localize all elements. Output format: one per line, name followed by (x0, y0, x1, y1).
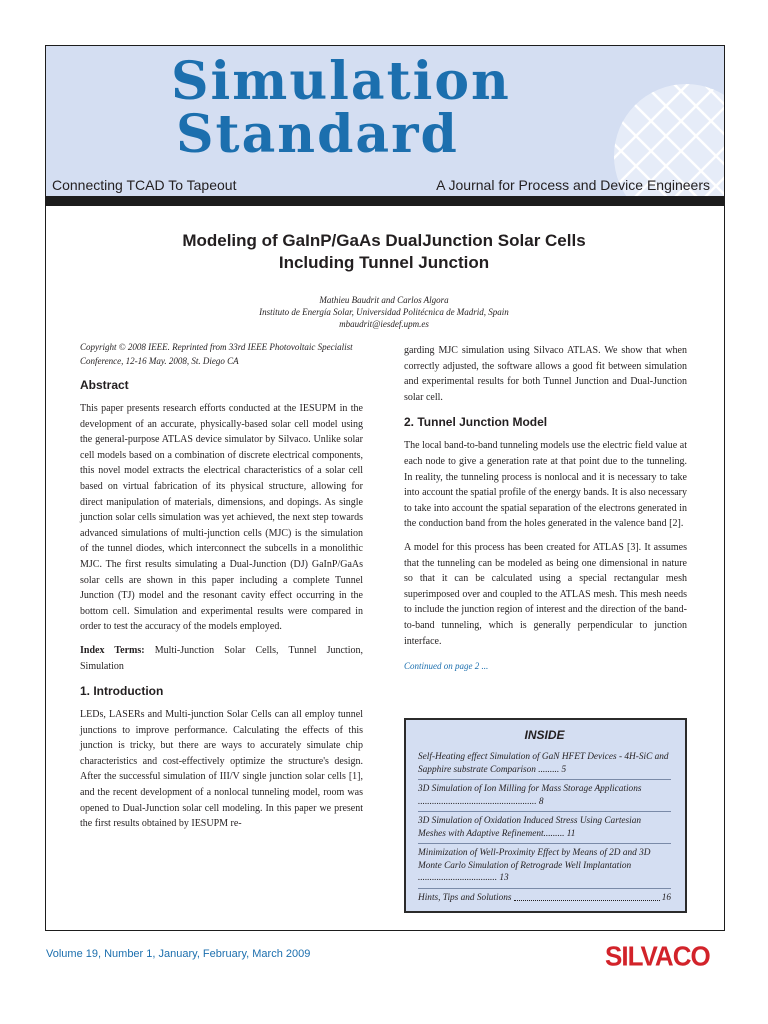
abstract-heading: Abstract (80, 378, 129, 392)
toc-leader-dots (514, 900, 660, 901)
right-column (404, 343, 687, 675)
footer-volume: Volume 19, Number 1, January, February, March 2009 (46, 948, 311, 960)
article-title (100, 230, 668, 274)
section2-paragraph-1: The local band-to-band tunneling models use the electric field value at each node to give a generation rate at that point due to the tunneling. In reality, the tunneling process is nonlocal and it is necessary to take into account the spatial profile of the energy bands. It is also necessary to take into account the spatial separation of the electrons generated in the conduction band from the holes generated in the valence band [2]. (404, 440, 687, 530)
toc-item-hints-page: 16 (661, 892, 671, 903)
article-title-line1: Modeling of GaInP/GaAs DualJunction Solar Cells (182, 231, 586, 250)
silvaco-logo: SILVACO (605, 940, 710, 972)
masthead-title-line2: Standard (176, 104, 459, 165)
author-email: mbaudrit@iesdef.upm.es (339, 319, 429, 329)
section2-paragraph-2: A model for this process has been created for ATLAS [3]. It assumes that the tunneling can be modeled as being one dimensional in nature so that it can be calculated using a special rectangular mesh superimposed over and coupled to the ATLAS mesh. This mesh needs to include the junction region of interest and the direction of the band-to-band tunneling, which is generally perpendicular to junction interface. (404, 541, 687, 647)
copyright-note: Copyright © 2008 IEEE. Reprinted from 33rd IEEE Photovoltaic Specialist Conference, 12-16 May. 2008, St. Diego CA (80, 342, 353, 366)
toc-item[interactable]: 3D Simulation of Ion Milling for Mass Storage Applications ................................................... 8 (418, 780, 671, 812)
masthead-tagline-right: A Journal for Process and Device Engineers (436, 177, 710, 193)
author-names: Mathieu Baudrit and Carlos Algora (319, 295, 449, 305)
masthead (45, 45, 725, 205)
masthead-tagline-left: Connecting TCAD To Tapeout (52, 177, 237, 193)
toc-item[interactable]: Minimization of Well-Proximity Effect by Means of 2D and 3D Monte Carlo Simulation of Retrograde Well Implantation .................................. 13 (418, 844, 671, 889)
toc-item-hints[interactable] (418, 889, 671, 908)
introduction-text: LEDs, LASERs and Multi-junction Solar Cells can all employ tunnel junctions to improve performance. Calculating the effects of this junction is tricky, but there are ways to accurately simulate chip characteristics and cost-effectively optimize the structure's design. After the successful simulation of III/V single junction solar cells [1], and the recent development of a nonlocal tunneling model, room was opened to Dual-Junction solar cell modeling. In this paper we present the first results obtained by IESUPM re- (80, 709, 363, 830)
article-title-line2: Including Tunnel Junction (278, 253, 490, 272)
masthead-title-line1: Simulation (171, 51, 511, 112)
index-terms-label: Index Terms: (80, 644, 145, 656)
author-block (150, 294, 618, 330)
toc-item[interactable]: Self-Heating effect Simulation of GaN HFET Devices - 4H-SiC and Sapphire substrate Comparison ......... 5 (418, 748, 671, 780)
inside-box (404, 718, 687, 913)
masthead-divider (45, 196, 725, 206)
abstract-text: This paper presents research efforts conducted at the IESUPM in the development of an accurate, physically-based solar cell model using the general-purpose ATLAS device simulator by Silvaco. Unlike solar cell models based on a combination of discrete electrical components, this novel model extracts the electrical characteristics of a solar cell based on virtual fabrication of its physical structure, allowing for direct manipulation of materials, dimensions, and dopings. As single junction solar cells simulation was yet achieved, the next step towards advanced simulations of multi-junction cells (MJC) is the simulation of the tunnel diodes, which interconnect the subcells in a monolithic MJC. The first results simulating a Dual-Junction (DJ) GaInP/GaAs solar cells are shown in this paper including a complete Tunnel Junction (TJ) model and the resonant cavity effect occurring in the bottom cell. Simulation and experimental results were compared in order to test the accuracy of the models employed. (80, 403, 363, 633)
toc-item[interactable]: 3D Simulation of Oxidation Induced Stress Using Cartesian Meshes with Adaptive Refinement......... 11 (418, 812, 671, 844)
index-terms-text: Multi-Junction Solar Cells, Tunnel Junction, Simulation (80, 644, 363, 672)
introduction-heading: 1. Introduction (80, 684, 164, 699)
index-terms (80, 643, 363, 674)
left-column (80, 340, 363, 840)
inside-title: INSIDE (524, 728, 565, 742)
continued-link[interactable]: Continued on page 2 ... (404, 661, 489, 672)
section2-heading: 2. Tunnel Junction Model (404, 415, 548, 430)
author-affiliation: Instituto de Energía Solar, Universidad Politécnica de Madrid, Spain (259, 307, 509, 317)
introduction-continued: garding MJC simulation using Silvaco ATLAS. We show that when correctly adjusted, the software allows a good fit between simulation and experimental results for both Tunnel Junction and Dual-Junction solar cell. (404, 345, 687, 403)
toc-item-hints-label: Hints, Tips and Solutions (418, 892, 512, 903)
